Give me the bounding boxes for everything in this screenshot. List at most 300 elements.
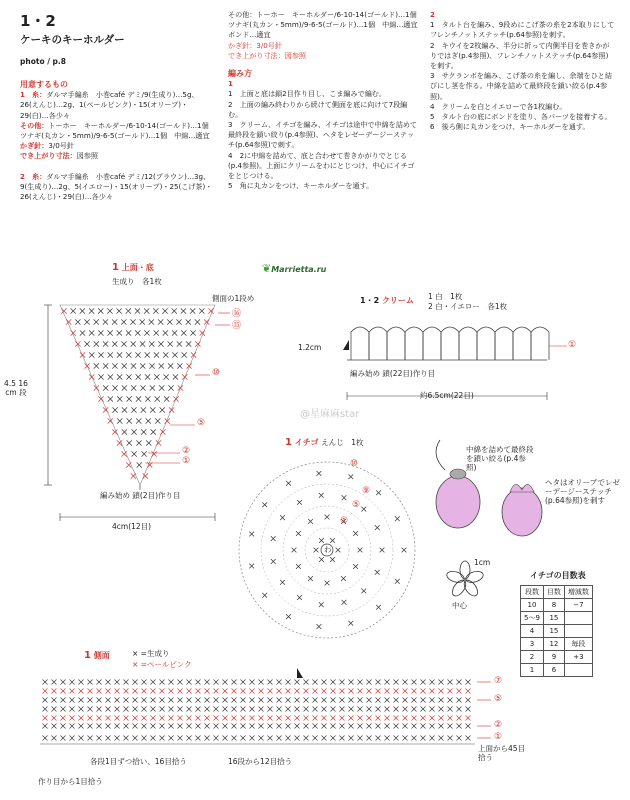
height-label: [4, 379, 28, 397]
top-title-num: 1: [112, 262, 119, 273]
stitch-mark: [322, 724, 327, 729]
stitch-mark: [340, 724, 345, 729]
stitch-mark: [158, 341, 163, 346]
stitch-mark: [340, 707, 345, 712]
stitch-mark: [322, 716, 327, 721]
stitch-mark: [322, 707, 327, 712]
cell: 9: [543, 651, 564, 664]
stitch-mark: [117, 352, 122, 357]
stitch-mark: [394, 689, 399, 694]
top-diagram-title: [112, 262, 154, 273]
stitch-mark: [457, 698, 462, 703]
stitch-mark: [154, 352, 159, 357]
stitch-mark: [52, 680, 57, 685]
marker-10: ⑩: [212, 368, 221, 378]
stitch-mark: [466, 716, 471, 721]
cream-loop: [531, 327, 549, 360]
materials-block: [20, 80, 215, 202]
stitch-mark: [61, 724, 66, 729]
stitch-mark: [131, 385, 136, 390]
stitch-mark: [103, 363, 108, 368]
stitch-mark: [223, 689, 228, 694]
stitch-mark: [144, 330, 149, 335]
stitch-mark: [358, 707, 363, 712]
stitch-mark: [259, 707, 264, 712]
cell: [564, 612, 592, 625]
stitch-mark: [79, 716, 84, 721]
straw-marker-5: ⑤: [352, 500, 361, 510]
cell: 4: [521, 625, 544, 638]
side-marker-2: ②: [494, 720, 503, 730]
stitch-mark: [295, 689, 300, 694]
stitch-mark: [249, 532, 254, 537]
table-row: [521, 599, 593, 612]
stitch-mark: [154, 374, 159, 379]
stitch-mark: [187, 680, 192, 685]
stitch-mark: [187, 698, 192, 703]
stitch-mark: [176, 319, 181, 324]
cream-loop: [387, 327, 405, 360]
stitch-mark: [421, 680, 426, 685]
stitch-mark: [466, 698, 471, 703]
stitch-mark: [262, 502, 267, 507]
stitch-mark: [402, 548, 407, 553]
side-start-marker: [297, 668, 303, 678]
marker-2: ②: [182, 446, 191, 456]
stitch-mark: [394, 716, 399, 721]
stitch-mark: [457, 689, 462, 694]
cell: +3: [564, 651, 592, 664]
stitch-mark: [241, 716, 246, 721]
stitch-mark: [466, 689, 471, 694]
stitch-mark: [232, 736, 237, 741]
site-logo: [262, 262, 326, 275]
stitch-mark: [136, 374, 141, 379]
stitch-mark: [187, 716, 192, 721]
stitch-mark: [430, 716, 435, 721]
height-c: cm: [5, 388, 17, 397]
stitch-mark: [151, 698, 156, 703]
top-start-label: 編み始め 鎖(2目)作り目: [100, 491, 181, 500]
stitch-mark: [178, 724, 183, 729]
height-a: 4.5: [4, 379, 16, 388]
stitch-mark: [89, 374, 94, 379]
stitch-mark: [457, 724, 462, 729]
stitch-mark: [61, 680, 66, 685]
stitch-mark: [164, 374, 169, 379]
stitch-mark: [439, 707, 444, 712]
stitch-mark: [313, 724, 318, 729]
stitch-mark: [131, 363, 136, 368]
stitch-mark: [115, 689, 120, 694]
stitch-mark: [280, 515, 285, 520]
stitch-mark: [421, 689, 426, 694]
stitch-mark: [319, 602, 324, 607]
leaf-icon: ❦: [262, 262, 272, 275]
stitch-mark: [232, 680, 237, 685]
stitch-mark: [349, 724, 354, 729]
stitch-mark: [142, 689, 147, 694]
stitch-mark: [361, 588, 366, 593]
stitch-mark: [43, 724, 48, 729]
stitch-mark: [358, 716, 363, 721]
yarn-label: 1 糸：: [20, 90, 47, 100]
stitch-mark: [358, 680, 363, 685]
stitch-mark: [308, 519, 313, 524]
other-text-2: その他：トーホー キーホルダー/6-10-14(ゴールド)…1個 ツナギ(丸カン・5mm)/9-6-5(ゴールド)…1個 中綿…適宜 ボンド…適宜: [228, 10, 425, 40]
stitch-mark: [340, 736, 345, 741]
stitch-mark: [304, 680, 309, 685]
stitch-mark: [241, 707, 246, 712]
stitch-mark: [97, 724, 102, 729]
instructions-1: [228, 10, 425, 191]
stitch-mark: [376, 724, 381, 729]
stitch-mark: [70, 689, 75, 694]
stitch-mark: [205, 680, 210, 685]
cell: 10: [521, 599, 544, 612]
stitch-mark: [395, 516, 400, 521]
stitch-mark: [259, 698, 264, 703]
stitch-mark: [241, 724, 246, 729]
stitch-mark: [94, 341, 99, 346]
stitch-mark: [304, 707, 309, 712]
stitch-mark: [403, 724, 408, 729]
stitch-mark: [43, 736, 48, 741]
cream-loop: [441, 327, 459, 360]
stitch-mark: [232, 689, 237, 694]
cream-loop: [423, 327, 441, 360]
stitch-mark: [196, 736, 201, 741]
stitch-mark: [358, 724, 363, 729]
cream-title-num: 1・2: [360, 296, 380, 305]
stitch-mark: [124, 736, 129, 741]
stitch-mark: [145, 396, 150, 401]
stitch-mark: [439, 724, 444, 729]
stitch-mark: [367, 724, 372, 729]
stitch-mark: [178, 385, 183, 390]
stitch-mark: [103, 385, 108, 390]
stitch-mark: [131, 341, 136, 346]
stitch-mark: [187, 689, 192, 694]
stitch-mark: [94, 319, 99, 324]
stitch-mark: [430, 724, 435, 729]
cell: 5〜9: [521, 612, 544, 625]
stitch-mark: [106, 707, 111, 712]
stitch-mark: [80, 330, 85, 335]
stitch-mark: [181, 308, 186, 313]
stitch-mark: [304, 689, 309, 694]
stitch-mark: [153, 308, 158, 313]
stitch-mark: [349, 680, 354, 685]
stitch-mark: [439, 736, 444, 741]
stitch-mark: [112, 363, 117, 368]
stitch-mark: [79, 689, 84, 694]
stitch-mark: [79, 736, 84, 741]
stitch-mark: [126, 374, 131, 379]
stitch-mark: [331, 736, 336, 741]
stitch-mark: [349, 689, 354, 694]
stitch-mark: [313, 689, 318, 694]
stitch-mark: [394, 707, 399, 712]
stitch-mark: [117, 374, 122, 379]
stitch-mark: [277, 680, 282, 685]
stitch-mark: [127, 396, 132, 401]
stitch-mark: [121, 319, 126, 324]
stitch-mark: [52, 724, 57, 729]
stitch-mark: [168, 385, 173, 390]
table-row: [521, 664, 593, 677]
stitch-mark: [142, 736, 147, 741]
instructions-2: [430, 10, 615, 132]
stitch-mark: [149, 319, 154, 324]
stitch-mark: [395, 579, 400, 584]
stitch-mark: [169, 689, 174, 694]
stitch-mark: [112, 341, 117, 346]
stitch-mark: [107, 308, 112, 313]
stitch-mark: [457, 716, 462, 721]
step2-3: 3 サクランボを編み、こげ茶の糸を編し、余端をひと結びにし茎を作る。中綿を詰めて最終段を鎖い絞る(p.4参照)。: [430, 71, 612, 101]
stitch-mark: [160, 707, 165, 712]
stitch-mark: [52, 716, 57, 721]
stitch-mark: [271, 559, 276, 564]
stitch-mark: [177, 341, 182, 346]
stitch-mark: [97, 716, 102, 721]
stitch-mark: [115, 698, 120, 703]
stitch-mark: [79, 680, 84, 685]
stitch-mark: [277, 707, 282, 712]
other-label: その他：: [20, 120, 49, 130]
stitch-mark: [214, 736, 219, 741]
side-note-1: 作り目から1目拾う: [38, 777, 103, 786]
stitch-mark: [122, 363, 127, 368]
stitch-mark: [106, 698, 111, 703]
stitch-mark: [353, 531, 358, 536]
stitch-mark: [61, 736, 66, 741]
stitch-mark: [241, 689, 246, 694]
stitch-mark: [412, 736, 417, 741]
stitch-mark: [178, 716, 183, 721]
yarn2-label: 2 糸：: [20, 171, 47, 181]
stitch-mark: [367, 698, 372, 703]
stitch-mark: [367, 716, 372, 721]
stitch-mark: [103, 319, 108, 324]
stitch-mark: [214, 707, 219, 712]
stitch-mark: [196, 716, 201, 721]
stitch-mark: [140, 341, 145, 346]
stitch-mark: [88, 698, 93, 703]
step-4: 4 2に中綿を詰めて、底と合わせて巻きかがりでとじる(p.4参照)。上面にクリームをわにとじつけ、中心にイチゴをとじつける。: [228, 150, 415, 181]
photo-ref: photo / p.8: [20, 57, 66, 66]
stitch-mark: [150, 385, 155, 390]
cell: 1: [521, 664, 544, 677]
strawberry-note2: ヘタはオリーブでレゼーデージーステッチ(p.64参照)を刺す: [545, 478, 620, 505]
stitch-mark: [52, 707, 57, 712]
side-title-text: 側面: [93, 651, 110, 660]
stitch-mark: [169, 724, 174, 729]
stitch-mark: [70, 736, 75, 741]
count-table-header: [521, 586, 593, 599]
stitch-mark: [319, 557, 324, 562]
stitch-mark: [375, 525, 380, 530]
stitch-mark: [322, 698, 327, 703]
stitch-mark: [182, 374, 187, 379]
stitch-mark: [394, 724, 399, 729]
stitch-mark: [430, 736, 435, 741]
side-diagram: [35, 668, 515, 763]
cell: 15: [543, 625, 564, 638]
stitch-mark: [149, 341, 154, 346]
stitch-mark: [117, 418, 122, 423]
stitch-mark: [106, 680, 111, 685]
stitch-mark: [112, 319, 117, 324]
stitch-mark: [223, 736, 228, 741]
stitch-mark: [214, 724, 219, 729]
stitch-mark: [145, 374, 150, 379]
stitch-mark: [296, 531, 301, 536]
size-text-2: でき上がり寸法：図参照: [228, 50, 307, 60]
cream-loop: [459, 327, 477, 360]
stitch-mark: [133, 716, 138, 721]
stitch-mark: [385, 736, 390, 741]
stitch-mark: [358, 689, 363, 694]
stitch-mark: [295, 698, 300, 703]
stitch-mark: [88, 716, 93, 721]
stitch-mark: [163, 330, 168, 335]
stitch-mark: [163, 352, 168, 357]
stitch-mark: [466, 736, 471, 741]
stitch-mark: [322, 689, 327, 694]
stitch-mark: [160, 736, 165, 741]
stitch-mark: [241, 736, 246, 741]
stitch-mark: [70, 698, 75, 703]
stitch-mark: [169, 716, 174, 721]
stitch-mark: [187, 707, 192, 712]
stitch-mark: [380, 548, 385, 553]
stitch-mark: [376, 605, 381, 610]
yarn2-text: ダルマ手編糸 小巻café デミ/12(ブラウン)…3g、9(生成り)…2g、5(イエロー)・15(オリーブ)・25(こげ茶)・26(えんじ)・29(白)…各少々: [20, 171, 213, 202]
stitch-mark: [159, 363, 164, 368]
stitch-mark: [331, 716, 336, 721]
stitch-mark: [117, 308, 122, 313]
side-title-num: 1: [84, 650, 91, 661]
step-3: 3 クリーム、イチゴを編み、イチゴは途中で中綿を詰めて最終段を鎖い絞り(p.4参照)、ヘタをレゼーデージーステッチ(p.64参照)で刺す。: [228, 120, 418, 150]
stitch-mark: [223, 680, 228, 685]
stitch-mark: [97, 736, 102, 741]
stitch-mark: [142, 707, 147, 712]
stitch-mark: [79, 724, 84, 729]
stitch-mark: [376, 689, 381, 694]
cream-start-marker: [343, 340, 349, 350]
cream-loops: [351, 327, 549, 360]
stitch-mark: [286, 680, 291, 685]
stitch-mark: [358, 736, 363, 741]
strawberry-body-1: [436, 476, 480, 528]
stitch-mark: [296, 564, 301, 569]
stitch-mark: [151, 429, 156, 434]
cell: 12: [543, 638, 564, 651]
stitch-mark: [286, 724, 291, 729]
stitch-mark: [385, 689, 390, 694]
stitch-mark: [103, 341, 108, 346]
method-sub2: 2: [430, 10, 435, 19]
table-row: [521, 638, 593, 651]
stitch-mark: [173, 374, 178, 379]
stitch-mark: [286, 707, 291, 712]
stitch-mark: [214, 680, 219, 685]
stitch-mark: [412, 707, 417, 712]
stitch-mark: [160, 407, 165, 412]
stitch-mark: [304, 698, 309, 703]
hook-label: かぎ針：: [20, 141, 49, 151]
stitch-mark: [146, 440, 151, 445]
stitch-mark: [146, 418, 151, 423]
stitch-mark: [131, 473, 136, 478]
stitch-mark: [304, 724, 309, 729]
stitch-mark: [277, 736, 282, 741]
strawberry-center: わ: [324, 545, 332, 554]
stitch-mark: [330, 538, 335, 543]
stitch-mark: [164, 396, 169, 401]
stitch-mark: [439, 680, 444, 685]
stitch-mark: [108, 374, 113, 379]
side-note-2: 各段1目ずつ拾い、16目拾う: [90, 757, 187, 766]
stitch-mark: [186, 319, 191, 324]
table-row: [521, 651, 593, 664]
stitch-mark: [124, 724, 129, 729]
stitch-mark: [367, 680, 372, 685]
stitch-mark: [196, 698, 201, 703]
stitch-mark: [421, 707, 426, 712]
stitch-mark: [376, 736, 381, 741]
stitch-mark: [297, 500, 302, 505]
stitch-mark: [141, 429, 146, 434]
stitch-mark: [205, 716, 210, 721]
stitch-mark: [313, 707, 318, 712]
stitch-mark: [421, 736, 426, 741]
stitch-mark: [106, 724, 111, 729]
stitch-mark: [108, 330, 113, 335]
stitch-mark: [280, 580, 285, 585]
stitch-mark: [394, 736, 399, 741]
stitch-mark: [286, 698, 291, 703]
stitch-mark: [88, 707, 93, 712]
stitch-mark: [271, 536, 276, 541]
stitch-mark: [331, 724, 336, 729]
side-marker-7: ⑦: [494, 676, 503, 686]
stitch-mark: [88, 724, 93, 729]
side-stitches: [43, 680, 471, 741]
stitch-mark: [457, 707, 462, 712]
strawberry-title-text: イチゴ: [294, 438, 319, 447]
stitch-mark: [89, 308, 94, 313]
stitch-mark: [178, 680, 183, 685]
stitch-mark: [142, 680, 147, 685]
stitch-mark: [80, 308, 85, 313]
stitch-mark: [349, 698, 354, 703]
stitch-mark: [421, 716, 426, 721]
stitch-mark: [375, 570, 380, 575]
stitch-mark: [108, 396, 113, 401]
stitch-mark: [439, 698, 444, 703]
stitch-mark: [160, 698, 165, 703]
stitch-mark: [195, 319, 200, 324]
stitch-mark: [155, 396, 160, 401]
stitch-mark: [52, 689, 57, 694]
stitch-mark: [319, 493, 324, 498]
stitch-mark: [178, 736, 183, 741]
stitch-mark: [439, 689, 444, 694]
stitch-mark: [133, 724, 138, 729]
